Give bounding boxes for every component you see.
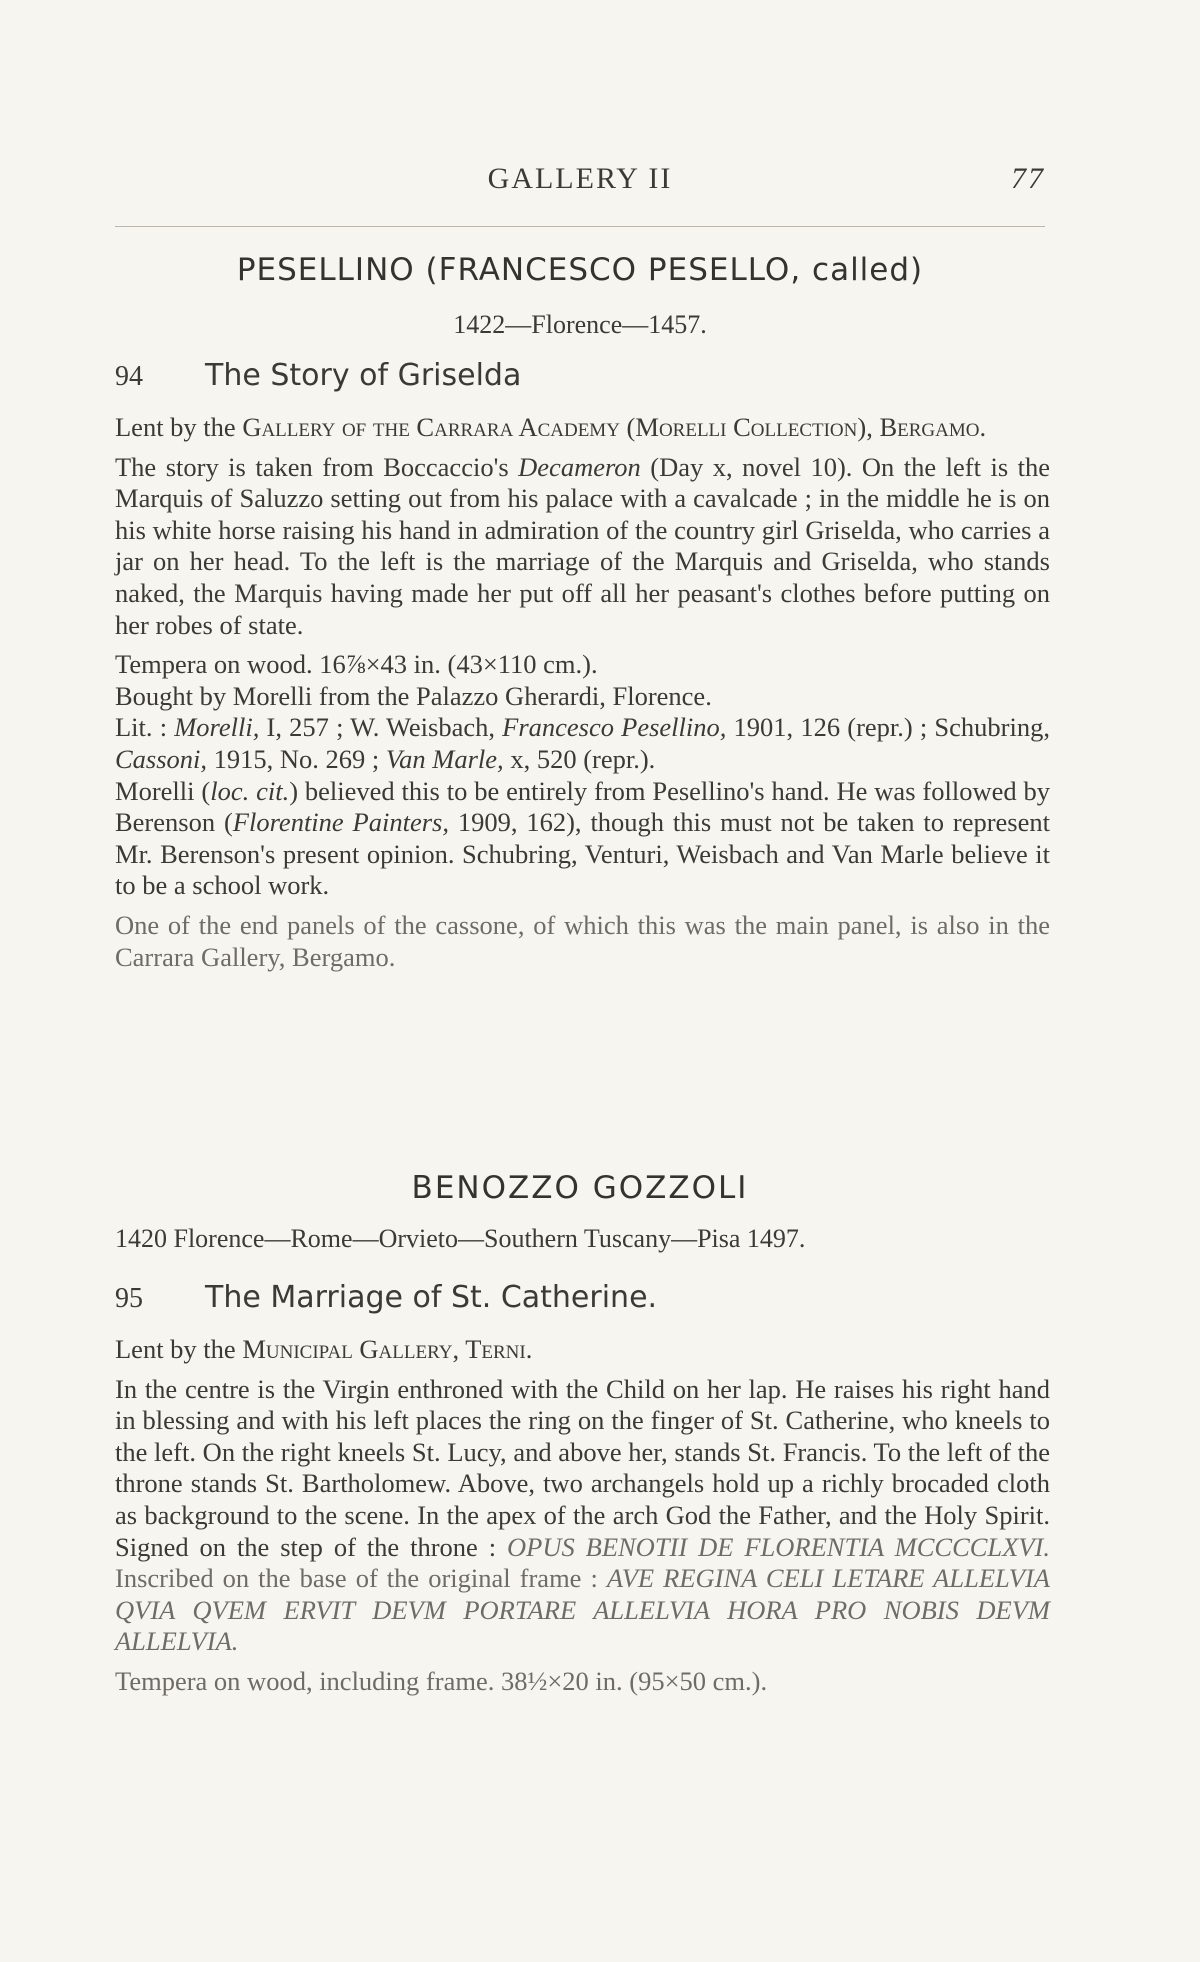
lender-name: Gallery of the Carrara Academy (Morelli Collection), Bergamo.: [242, 412, 987, 442]
literature-line: [115, 712, 1050, 775]
note-text: Morelli (: [115, 775, 211, 806]
description-text: Inscribed on the base of the original frame :: [115, 1563, 607, 1594]
note-ref: loc. cit.: [210, 775, 290, 806]
signature-inscription: OPUS BENOTII DE FLORENTIA MCCCCLXVI.: [507, 1531, 1050, 1562]
catalogue-number: 94: [115, 361, 143, 392]
entry-body-95: [115, 1334, 1050, 1706]
description-text: The story is taken from Boccaccio's: [115, 451, 519, 482]
book-title: Decameron: [518, 451, 641, 482]
description: [115, 1374, 1050, 1658]
note-text: ) believed this to be entirely from Pesellino's hand. He was followed by Berenson (: [115, 775, 1050, 838]
lit-text: 1901, 126 (repr.) ; Schubring,: [726, 712, 1050, 743]
lent-prefix: Lent by the: [115, 1334, 243, 1364]
artist-dates-pesellino: 1422—Florence—1457.: [453, 310, 707, 339]
lit-text: Lit. :: [115, 712, 175, 743]
lit-ref: Cassoni,: [115, 743, 208, 774]
work-title: The Story of Griselda: [205, 358, 522, 393]
lit-ref: Francesco Pesellino,: [502, 712, 727, 743]
work-title-95: [115, 1280, 657, 1315]
cassone-note: One of the end panels of the cassone, of which this was the main panel, is also in the Carrara Gallery, Bergamo.: [115, 909, 1050, 972]
lender-name: Municipal Gallery, Terni.: [242, 1334, 533, 1364]
lender-line: [115, 412, 1050, 444]
description-text: In the centre is the Virgin enthroned with the Child on her lap. He raises his right hand in blessing and with his left places the ring on the finger of St. Catherine, who kneels to the left. On the right kneels St. Lucy, and above her, stands St. Francis. To the left of the throne stands St. Bartholomew. Above, two archangels hold up a richly brocaded cloth as background to the scene. In the apex of the arch God the Father, and the Holy Spirit. Signed on the step of the throne :: [115, 1373, 1050, 1562]
entry-body-94: [115, 412, 1050, 981]
artist-dates-gozzoli: 1420 Florence—Rome—Orvieto—Southern Tuscany—Pisa 1497.: [115, 1224, 806, 1253]
lit-text: 1915, No. 269 ;: [207, 743, 386, 774]
provenance-line: Bought by Morelli from the Palazzo Gherardi, Florence.: [115, 680, 712, 711]
artist-heading-gozzoli: BENOZZO GOZZOLI: [411, 1170, 749, 1206]
catalogue-number: 95: [115, 1283, 143, 1314]
lit-ref: Van Marle,: [385, 743, 504, 774]
note-ref: Florentine Painters,: [232, 807, 449, 838]
frame-inscription: AVE REGINA CELI LETARE ALLELVIA QVIA QVEM ERVIT DEVM PORTARE ALLELVIA HORA PRO NOBIS DEVM ALLELVIA.: [115, 1563, 1050, 1657]
lent-prefix: Lent by the: [115, 412, 243, 442]
lit-text: I, 257 ; W. Weisbach,: [259, 712, 503, 743]
gallery-heading: GALLERY II: [487, 162, 673, 195]
note-text: 1909, 162), though this must not be taken to represent Mr. Berenson's present opinion. Schubring, Venturi, Weisbach and Van Marle believe it to be a school work.: [115, 807, 1050, 901]
work-title-94: [115, 358, 521, 393]
artist-heading-pesellino: PESELLINO (FRANCESCO PESELLO, called): [236, 252, 924, 288]
description-text: (Day x, novel 10). On the left is the Marquis of Saluzzo setting out from his palace with a cavalcade ; in the middle he is on his white horse raising his hand in admiration of the country girl Griselda, who carries a jar on her head. To the left is the marriage of the Marquis and Griselda, who stands naked, the Marquis having made her put off all her peasant's clothes before putting on her robes of state.: [115, 451, 1051, 640]
header-rule: [115, 226, 1045, 227]
medium-line: Tempera on wood. 16⅞×43 in. (43×110 cm.).: [115, 649, 598, 680]
page-number: 77: [1011, 162, 1045, 195]
lit-text: x, 520 (repr.).: [503, 743, 656, 774]
medium-line: Tempera on wood, including frame. 38½×20 in. (95×50 cm.).: [115, 1665, 768, 1696]
description: [115, 452, 1050, 642]
attribution-note: [115, 776, 1050, 902]
work-title: The Marriage of St. Catherine.: [205, 1280, 658, 1315]
lender-line: [115, 1334, 1050, 1366]
lit-ref: Morelli,: [174, 712, 260, 743]
